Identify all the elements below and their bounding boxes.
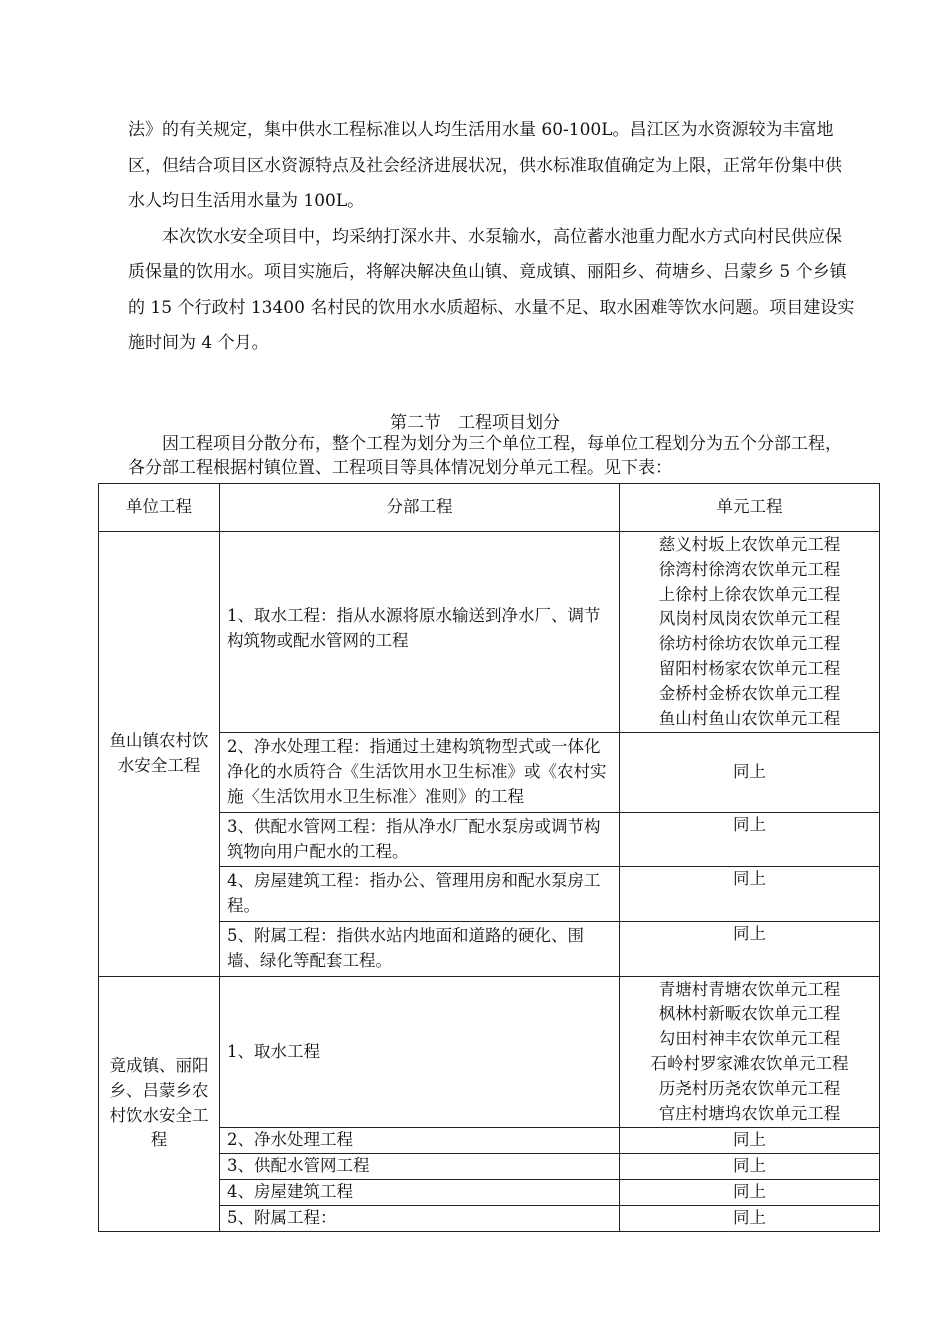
element-item: 留阳村杨家农饮单元工程 xyxy=(658,658,841,678)
element-cell: 同上 xyxy=(620,1128,880,1154)
part-text: 1、取水工程：指从水源将原水输送到净水厂、调节构筑物或配水管网的工程 xyxy=(227,606,601,650)
section-intro: 因工程项目分散分布，整个工程为划分为三个单位工程，每单位工程划分为五个分部工程，各分部工程根据村镇位置、工程项目等具体情况划分单元工程。见下表： xyxy=(128,434,842,478)
element-item: 勾田村神丰农饮单元工程 xyxy=(658,1029,841,1049)
element-item: 鱼山村鱼山农饮单元工程 xyxy=(658,708,841,728)
table-row xyxy=(99,532,880,733)
body-text xyxy=(128,113,858,362)
part-cell: 3、供配水管网工程 xyxy=(220,1154,620,1180)
part-cell: 5、附属工程：指供水站内地面和道路的硬化、围墙、绿化等配套工程。 xyxy=(220,921,620,976)
element-cell: 同上 xyxy=(620,921,880,976)
element-cell: 同上 xyxy=(620,1154,880,1180)
element-item: 金桥村金桥农饮单元工程 xyxy=(658,683,841,703)
element-cell: 同上 xyxy=(620,1179,880,1205)
element-item: 官庄村塘坞农饮单元工程 xyxy=(658,1103,841,1123)
part-cell: 4、房屋建筑工程 xyxy=(220,1179,620,1205)
paragraph: 法》的有关规定，集中供水工程标准以人均生活用水量 60-100L。昌江区为水资源较为丰富地区，但结合项目区水资源特点及社会经济进展状况，供水标准取值确定为上限，正常年份集中供水人均日生活用水量为 100L。 xyxy=(128,120,842,211)
element-item: 徐湾村徐湾农饮单元工程 xyxy=(658,559,841,579)
element-cell: 同上 xyxy=(620,1205,880,1231)
part-cell: 3、供配水管网工程：指从净水厂配水泵房或调节构筑物向用户配水的工程。 xyxy=(220,812,620,867)
element-item: 上徐村上徐农饮单元工程 xyxy=(658,584,841,604)
part-cell xyxy=(220,532,620,733)
section-title: 第二节 工程项目划分 xyxy=(390,413,560,433)
element-cell xyxy=(620,532,880,733)
unit-cell: 鱼山镇农村饮水安全工程 xyxy=(99,532,220,977)
header-element: 单元工程 xyxy=(620,484,880,532)
table-header-row xyxy=(99,484,880,532)
project-division-table xyxy=(98,483,880,1232)
header-part: 分部工程 xyxy=(220,484,620,532)
table-row xyxy=(99,976,880,1128)
element-item: 历尧村历尧农饮单元工程 xyxy=(658,1078,841,1098)
element-item: 风岗村凤岗农饮单元工程 xyxy=(658,609,841,629)
element-cell: 同上 xyxy=(620,733,880,812)
element-item: 枫林村新畈农饮单元工程 xyxy=(658,1004,841,1024)
element-cell: 同上 xyxy=(620,812,880,867)
element-item: 青塘村青塘农饮单元工程 xyxy=(658,979,841,999)
element-cell xyxy=(620,976,880,1128)
part-cell: 2、净水处理工程：指通过土建构筑物型式或一体化净化的水质符合《生活饮用水卫生标准》或《农村实施〈生活饮用水卫生标准〉准则》的工程 xyxy=(220,733,620,812)
unit-cell: 竟成镇、丽阳乡、吕蒙乡农村饮水安全工程 xyxy=(99,976,220,1231)
part-cell: 1、取水工程 xyxy=(220,976,620,1128)
paragraph: 本次饮水安全项目中，均采纳打深水井、水泵输水，高位蓄水池重力配水方式向村民供应保质保量的饮用水。项目实施后，将解决解决鱼山镇、竟成镇、丽阳乡、荷塘乡、吕蒙乡 5 个乡镇的 15 个行政村 13400 名村民的饮用水水质超标、水量不足、取水困难等饮水问题。项目建设实施时间为 4 个月。 xyxy=(128,226,855,353)
element-item: 慈义村坂上农饮单元工程 xyxy=(658,535,841,554)
element-item: 徐坊村徐坊农饮单元工程 xyxy=(658,634,841,654)
part-cell: 2、净水处理工程 xyxy=(220,1128,620,1154)
part-cell: 4、房屋建筑工程：指办公、管理用房和配水泵房工程。 xyxy=(220,867,620,922)
part-cell: 5、附属工程： xyxy=(220,1205,620,1231)
element-item: 石岭村罗家滩农饮单元工程 xyxy=(650,1053,849,1073)
header-unit: 单位工程 xyxy=(99,484,220,532)
element-cell: 同上 xyxy=(620,867,880,922)
